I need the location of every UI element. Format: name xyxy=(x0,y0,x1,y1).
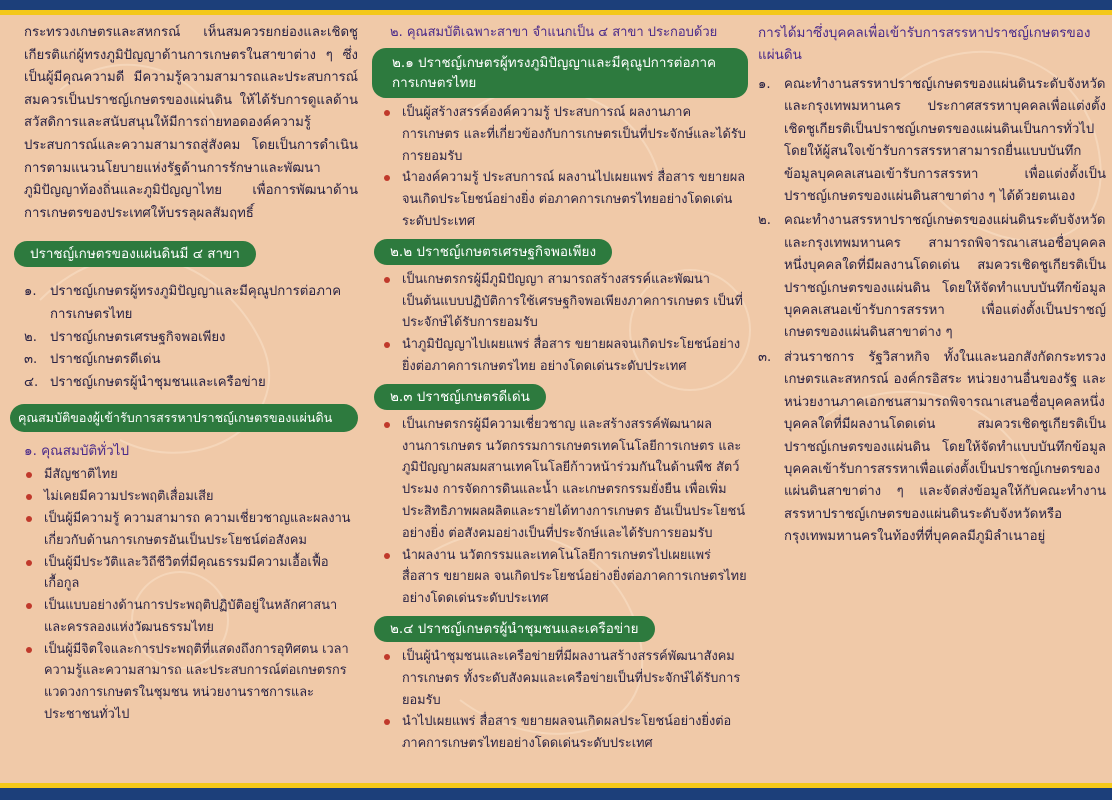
section-2-2-list xyxy=(372,269,748,378)
list-item: ๑. คณะทำงานสรรหาปราชญ์เกษตรของแผ่นดินระดับจังหวัดและกรุงเทพมหานคร ประกาศสรรหาบุคคลเพื่อแต่งตั้งเชิดชูเกียรติเป็นปราชญ์เกษตรของแผ่นดินเป็นการทั่วไป โดยให้ผู้สนใจเข้ารับการสรรหาสามารถยื่นแบบบันทึกข้อมูลบุคคลเสนอเข้ารับการสรรหา เพื่อแต่งตั้งเป็นปราชญ์เกษตรของแผ่นดินสาขาต่าง ๆ ได้ด้วยตนเอง xyxy=(758,77,1106,205)
list-item: นำผลงาน นวัตกรรมและเทคโนโลยีการเกษตรไปเผยแพร่ สื่อสาร ขยายผล จนเกิดประโยชน์อย่างยิ่งต่อภาคการเกษตรไทยอย่างโดดเด่นระดับประเทศ xyxy=(372,545,748,610)
nomination-heading: การได้มาซึ่งบุคคลเพื่อเข้ารับการสรรหาปราชญ์เกษตรของแผ่นดิน xyxy=(758,25,1091,63)
section-2-2-title: ๒.๒ ปราชญ์เกษตรเศรษฐกิจพอเพียง xyxy=(374,239,612,265)
list-item: เป็นผู้มีประวัติและวิถีชีวิตที่มีคุณธรรมมีความเอื้อเฟื้อเกื้อกูล xyxy=(10,552,358,596)
section-2-1-title: ๒.๑ ปราชญ์เกษตรผู้ทรงภูมิปัญญาและมีคุณูปการต่อภาคการเกษตรไทย xyxy=(372,48,748,98)
list-item: ๒. คณะทำงานสรรหาปราชญ์เกษตรของแผ่นดินระดับจังหวัดและกรุงเทพมหานคร สามารถพิจารณาเสนอชื่อบุคคลหนึ่งบุคคลใดที่มีผลงานโดดเด่น สมควรเชิดชูเกียรติเป็นปราชญ์เกษตรของแผ่นดิน โดยให้จัดทำแบบบันทึกข้อมูลบุคคลเสนอเข้ารับการสรรหา เพื่อแต่งตั้งเป็นปราชญ์เกษตรของแผ่นดินสาขาต่าง ๆ xyxy=(758,213,1106,341)
list-item: นำภูมิปัญญาไปเผยแพร่ สื่อสาร ขยายผลจนเกิดประโยชน์อย่างยิ่งต่อภาคการเกษตรไทย อย่างโดดเด่นระดับประเทศ xyxy=(372,334,748,378)
list-item: ๔. ปราชญ์เกษตรผู้นำชุมชนและเครือข่าย xyxy=(24,374,266,390)
list-item: เป็นผู้มีจิตใจและการประพฤติที่แสดงถึงการอุทิศตน เวลา ความรู้และความสามารถ และประสบการณ์ต่อเกษตรกร แวดวงการเกษตรในชุมชน หน่วยงานราชการและประชาชนทั่วไป xyxy=(10,639,358,726)
list-item: เป็นผู้สร้างสรรค์องค์ความรู้ ประสบการณ์ ผลงานภาคการเกษตร และที่เกี่ยวข้องกับการเกษตรเป็นที่ประจักษ์และได้รับการยอมรับ xyxy=(372,102,748,167)
section-2-1-list xyxy=(372,102,748,233)
list-item: เป็นแบบอย่างด้านการประพฤติปฏิบัติอยู่ในหลักศาสนาและครรลองแห่งวัฒนธรรมไทย xyxy=(10,595,358,639)
column-middle xyxy=(372,22,748,755)
specific-qualifications-heading: ๒. คุณสมบัติเฉพาะสาขา จำแนกเป็น ๔ สาขา ประกอบด้วย xyxy=(390,25,718,40)
general-qualifications-heading: ๑. คุณสมบัติทั่วไป xyxy=(24,443,130,460)
bottom-band xyxy=(0,788,1112,800)
list-item: ไม่เคยมีความประพฤติเสื่อมเสีย xyxy=(10,486,358,508)
top-band-accent xyxy=(0,10,1112,15)
list-item: เป็นเกษตรกรผู้มีภูมิปัญญา สามารถสร้างสรรค์และพัฒนาเป็นต้นแบบปฏิบัติการใช้เศรษฐกิจพอเพียงภาคการเกษตร เป็นที่ประจักษ์ได้รับการยอมรับ xyxy=(372,269,748,334)
intro-paragraph: กระทรวงเกษตรและสหกรณ์ เห็นสมควรยกย่องและเชิดชูเกียรติแก่ผู้ทรงภูมิปัญญาด้านการเกษตรในสาขาต่าง ๆ ซึ่งเป็นผู้มีคุณความดี มีความรู้ความสามารถและประสบการณ์สมควรเป็นปราชญ์เกษตรของแผ่นดิน ให้ได้รับการดูแลด้านสวัสดิการและสนับสนุนให้มีการถ่ายทอดองค์ความรู้ ประสบการณ์และความสามารถสู่สังคม โดยเป็นการดำเนินการตามแนวนโยบายแห่งรัฐด้านการรักษาและพัฒนาภูมิปัญญาท้องถิ่นและภูมิปัญญาไทย เพื่อการพัฒนาด้านการเกษตรของประเทศให้บรรลุผลสัมฤทธิ์ xyxy=(24,25,358,221)
branches-heading: ปราชญ์เกษตรของแผ่นดินมี ๔ สาขา xyxy=(14,241,256,267)
column-right xyxy=(758,22,1106,549)
list-item: ๒. ปราชญ์เกษตรเศรษฐกิจพอเพียง xyxy=(24,329,226,345)
general-qualifications-list xyxy=(10,464,358,726)
qualifications-heading: คุณสมบัติของผู้เข้ารับการสรรหาปราชญ์เกษตรของแผ่นดิน xyxy=(10,404,358,432)
list-item: ๑. ปราชญ์เกษตรผู้ทรงภูมิปัญญาและมีคุณูปการต่อภาคการเกษตรไทย xyxy=(24,284,342,322)
list-item: นำไปเผยแพร่ สื่อสาร ขยายผลจนเกิดผลประโยชน์อย่างยิ่งต่อภาคการเกษตรไทยอย่างโดดเด่นระดับประเทศ xyxy=(372,711,748,755)
list-item: เป็นผู้นำชุมชนและเครือข่ายที่มีผลงานสร้างสรรค์พัฒนาสังคมการเกษตร ทั้งระดับสังคมและเครือข่ายเป็นที่ประจักษ์ได้รับการยอมรับ xyxy=(372,646,748,711)
section-2-4-list xyxy=(372,646,748,755)
list-item: ๓. ปราชญ์เกษตรดีเด่น xyxy=(24,352,161,368)
column-left xyxy=(10,22,358,726)
list-item: เป็นเกษตรกรผู้มีความเชี่ยวชาญ และสร้างสรรค์พัฒนาผลงานการเกษตร นวัตกรรมการเกษตรเทคโนโลยีการเกษตร และภูมิปัญญาผสมผสานเทคโนโลยีก้าวหน้าร่วมกันในด้านพืช สัตว์ ประมง การจัดการดินและน้ำ และเกษตรกรรมยั่งยืน เพื่อเพิ่มประสิทธิภาพผลผลิตและรายได้ทางการเกษตร อันเป็นประโยชน์อย่างยิ่ง ต่อสังคมอย่างเป็นที่ประจักษ์และได้รับการยอมรับ xyxy=(372,414,748,545)
list-item: เป็นผู้มีความรู้ ความสามารถ ความเชี่ยวชาญและผลงานเกี่ยวกับด้านการเกษตรอันเป็นประโยชน์ต่อสังคม xyxy=(10,508,358,552)
list-item: ๓. ส่วนราชการ รัฐวิสาหกิจ ทั้งในและนอกสังกัดกระทรวงเกษตรและสหกรณ์ องค์กรอิสระ หน่วยงานอื่นของรัฐ และหน่วยงานภาคเอกชนสามารถพิจารณาเสนอชื่อบุคคลหนึ่งบุคคลใดที่มีผลงานโดดเด่น สมควรเชิดชูเกียรติเป็นปราชญ์เกษตรของแผ่นดิน โดยให้จัดทำแบบบันทึกข้อมูลบุคคลเข้ารับการสรรหาเพื่อแต่งตั้งเป็นปราชญ์เกษตรของแผ่นดินสาขาต่าง ๆ และจัดส่งข้อมูลให้กับคณะทำงานสรรหาปราชญ์เกษตรของแผ่นดินระดับจังหวัดหรือกรุงเทพมหานครในท้องที่ที่บุคคลมีภูมิลำเนาอยู่ xyxy=(758,349,1106,545)
list-item: มีสัญชาติไทย xyxy=(10,464,358,486)
section-2-3-title: ๒.๓ ปราชญ์เกษตรดีเด่น xyxy=(374,384,546,410)
section-2-3-list xyxy=(372,414,748,610)
branches-list xyxy=(24,281,358,394)
section-2-4-title: ๒.๔ ปราชญ์เกษตรผู้นำชุมชนและเครือข่าย xyxy=(374,616,655,642)
top-band xyxy=(0,0,1112,10)
list-item: นำองค์ความรู้ ประสบการณ์ ผลงานไปเผยแพร่ สื่อสาร ขยายผลจนเกิดประโยชน์อย่างยิ่ง ต่อภาคการเกษตรไทยอย่างโดดเด่นระดับประเทศ xyxy=(372,167,748,232)
